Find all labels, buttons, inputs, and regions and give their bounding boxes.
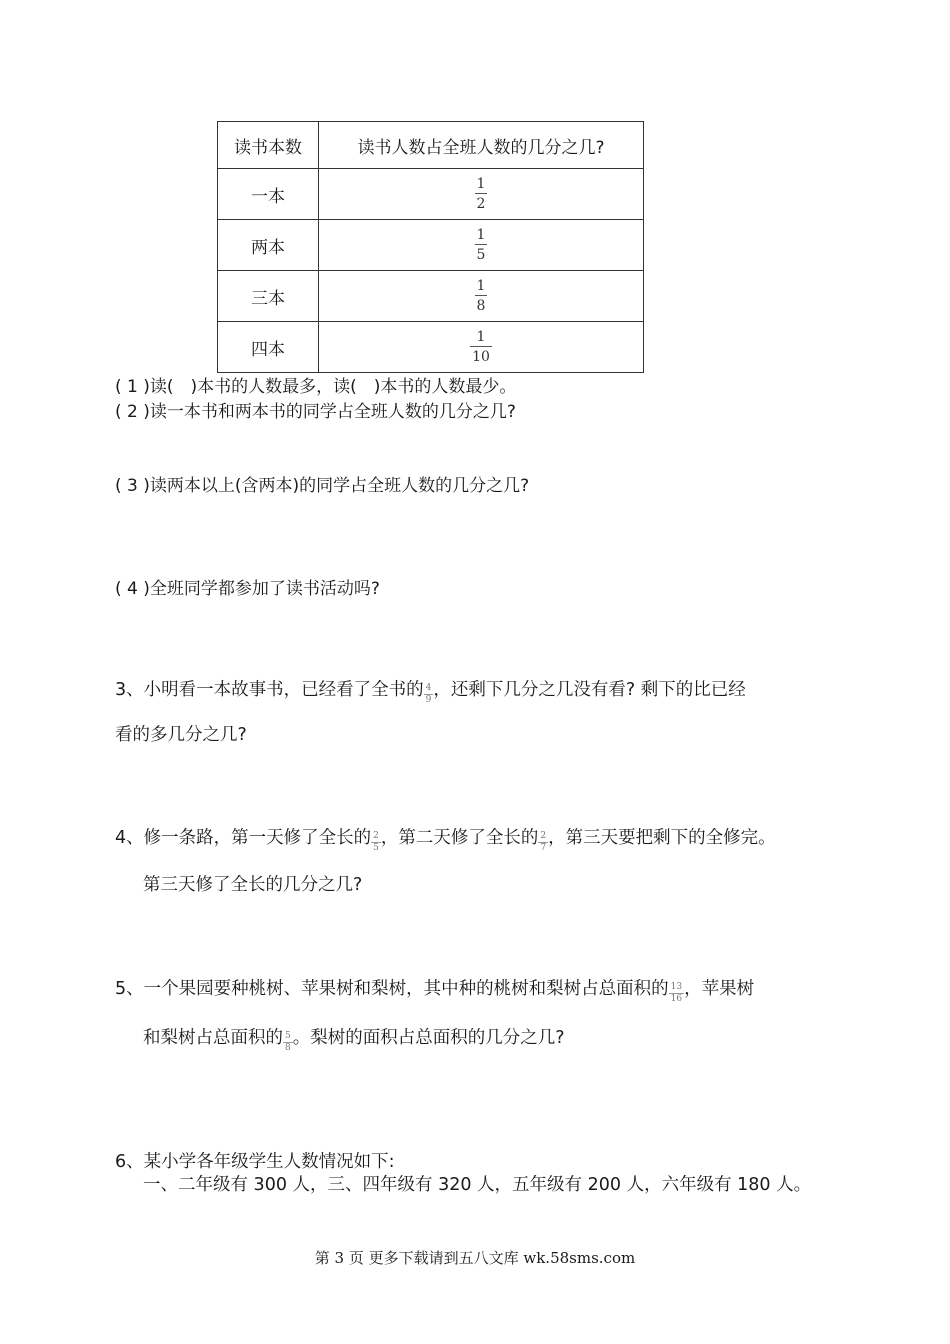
fraction-cell [319,271,644,322]
fraction [475,177,488,211]
denominator: 10 [472,349,490,365]
problem-6-line-2: 一、二年级有 300 人，三、四年级有 320 人，五年级有 200 人，六年级有 180 人。 [143,1175,812,1195]
fraction [669,983,684,1004]
problem-4-line-2: 第三天修了全长的几分之几? [143,875,363,895]
fraction [424,684,434,705]
denominator: 16 [670,993,683,1004]
question-3: ( 3 )读两本以上(含两本)的同学占全班人数的几分之几? [115,476,530,496]
question-2: ( 2 )读一本书和两本书的同学占全班人数的几分之几? [115,402,516,422]
fraction [470,330,492,364]
numerator: 1 [476,329,486,345]
denominator: 8 [285,1042,291,1053]
problem-3-line-2: 看的多几分之几? [115,725,247,745]
table-row [218,271,644,322]
fraction [538,832,548,853]
fraction-bar [475,244,488,245]
numerator: 1 [476,176,486,192]
books-cell: 一本 [218,169,319,220]
fraction-cell [319,169,644,220]
problem-5-line-1 [115,975,755,1004]
problem-5-text-c: 和梨树占总面积的 [143,1028,283,1048]
denominator: 5 [373,842,379,853]
fraction [475,279,488,313]
table-row [218,169,644,220]
books-cell: 四本 [218,322,319,373]
page-footer: 第 3 页 更多下载请到五八文库 wk.58sms.com [314,1249,636,1267]
problem-5-text-d: 。梨树的面积占总面积的几分之几? [292,1028,565,1048]
denominator: 8 [476,298,486,314]
fraction-cell [319,220,644,271]
problem-5-line-2 [143,1024,565,1053]
problem-4-text-a: 4、修一条路，第一天修了全长的 [115,828,372,848]
problem-4-line-1 [115,824,776,853]
problem-6-line-1: 6、某小学各年级学生人数情况如下: [115,1152,395,1172]
denominator: 7 [540,842,547,853]
books-cell: 两本 [218,220,319,271]
table-header-row [218,122,644,169]
problem-4-text-c: ，第三天要把剩下的全修完。 [548,828,776,848]
reading-table [217,121,644,373]
header-books: 读书本数 [218,122,319,169]
numerator: 4 [425,682,432,693]
problem-5-text-b: ，苹果树 [684,979,755,999]
numerator: 2 [540,830,547,841]
problem-4-text-b: ，第二天修了全长的 [380,828,539,848]
denominator: 2 [476,196,486,212]
header-fraction: 读书人数占全班人数的几分之几? [319,122,644,169]
table-row [218,322,644,373]
numerator: 1 [476,227,486,243]
fraction-bar [470,346,492,347]
problem-3-text-b: ，还剩下几分之几没有看? 剩下的比已经 [433,680,746,700]
fraction-bar [475,295,488,296]
fraction [475,228,488,262]
problem-3-line-1 [115,676,746,705]
fraction-bar [475,193,488,194]
numerator: 2 [373,830,379,841]
denominator: 5 [476,247,486,263]
question-1: ( 1 )读( )本书的人数最多，读( )本书的人数最少。 [115,377,517,397]
numerator: 13 [670,981,683,992]
fraction [371,832,381,853]
problem-5-text-a: 5、一个果园要种桃树、苹果树和梨树，其中种的桃树和梨树占总面积的 [115,979,669,999]
books-cell: 三本 [218,271,319,322]
numerator: 1 [476,278,486,294]
question-4: ( 4 )全班同学都参加了读书活动吗? [115,579,380,599]
table-row [218,220,644,271]
denominator: 9 [425,694,432,705]
numerator: 5 [285,1030,291,1041]
fraction [283,1032,293,1053]
fraction-cell [319,322,644,373]
problem-3-text-a: 3、小明看一本故事书，已经看了全书的 [115,680,424,700]
